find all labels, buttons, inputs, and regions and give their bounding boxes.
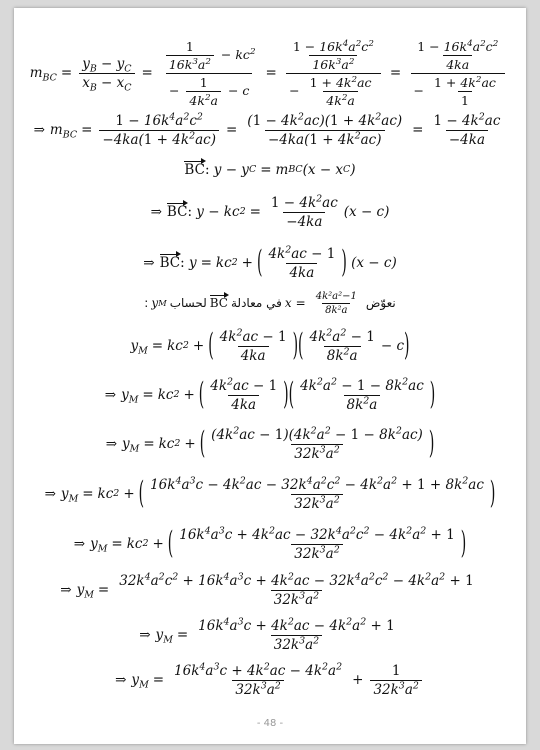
equation-line-bc-general: BC : y − y C = m BC (x − x C )	[184, 162, 356, 178]
document-page	[14, 8, 526, 744]
instruction-vector: BC	[209, 296, 228, 310]
equation-ym-8: ⇒ $y_M$ = $\frac{16k^4a^3c + 4k^2ac - 4k^2a^2}{32k^3a^2}$ + $\frac{1}{32k^3a^2}$	[14, 658, 526, 702]
equation-mbc-definition: $m_{BC}$ = $\frac{y_B - y_C}{x_B - x_C}$ = $\frac{1}{16k^3a^2}$ − $kc^2$ − $\frac{1}{4k^2a}$ − c = $\frac{1 - 16k^4a^2c^2}{16k^3a^2}$ − $\frac{1 + 4k^2ac}{4k^2a}$ = $\frac{1 - 16k^4a^2c^2}{4ka}$ − $\frac{1 + 4k^2ac}{1}$	[14, 38, 526, 108]
equation-line-bc-substituted: ⇒ BC : y − kc 2 = $\frac{1 - 4k^2ac}{-4ka}$ (x − c)	[150, 193, 390, 230]
equation-ym-6: ⇒ $y_M$ = $\frac{32k^4a^2c^2 + 16k^4a^3c + 4k^2ac - 32k^4a^2c^2 - 4k^2a^2 + 1}{32k^3a^2}$	[60, 571, 474, 608]
instruction-part1: نعوّض	[365, 296, 396, 310]
equation-line-bc-final: ⇒ BC : y = kc 2 + ( $\frac{4k^2ac - 1}{4ka}$ ) (x − c)	[143, 244, 397, 281]
equation-ym-2: ⇒ $y_M$ = kc 2 + ( $\frac{4k^2ac - 1}{4ka}$ ) ( $\frac{4k^2a^2 - 1 - 8k^2ac}{8k^2a}$ )	[104, 376, 436, 413]
equation-ym-1: $y_M$ = kc 2 + ( $\frac{4k^2ac - 1}{4ka}$ ) ( $\frac{4k^2a^2 - 1}{8k^2a}$ − c )	[130, 327, 410, 364]
equation-ym-3: ⇒ $y_M$ = kc 2 + ( $\frac{(4k^2ac - 1)(4k^2a^2 - 1 - 8k^2ac)}{32k^3a^2}$ )	[105, 425, 435, 462]
equation-ym-7: ⇒ $y_M$ = $\frac{16k^4a^3c + 4k^2ac - 4k^2a^2 + 1}{32k^3a^2}$	[139, 616, 395, 653]
equation-ym-5: ⇒ $y_M$ = kc 2 + ( $\frac{16k^4a^3c + 4k^2ac - 32k^4a^2c^2 - 4k^2a^2 + 1}{32k^3a^2}$ )	[73, 525, 467, 562]
instruction-ym: y M	[151, 296, 167, 310]
instruction-text: نعوّض x = $\frac{\text{4k²a²−1}}{\text{8k²a}}$ في معادلة BC لحساب y M :	[144, 290, 396, 316]
page-number: - 48 -	[256, 718, 284, 729]
instruction-x-value: x = $\frac{\text{4k²a²−1}}{\text{8k²a}}$	[284, 290, 357, 316]
instruction-part3: لحساب	[169, 296, 207, 310]
equation-mbc-simplified: ⇒ $m_{BC}$ = $\frac{1 - 16k^4a^2c^2}{-4ka(1 + 4k^2ac)}$ = $\frac{(1 - 4k^2ac)(1 + 4k^2ac)}{-4ka(1 + 4k^2ac)}$ = $\frac{1 - 4k^2ac}{-4ka}$	[33, 111, 501, 148]
instruction-part2: في معادلة	[231, 296, 282, 310]
equation-ym-4: ⇒ $y_M$ = kc 2 + ( $\frac{16k^4a^3c - 4k^2ac - 32k^4a^2c^2 - 4k^2a^2 + 1 + 8k^2ac}{32k^3a^2}$ )	[44, 475, 496, 512]
